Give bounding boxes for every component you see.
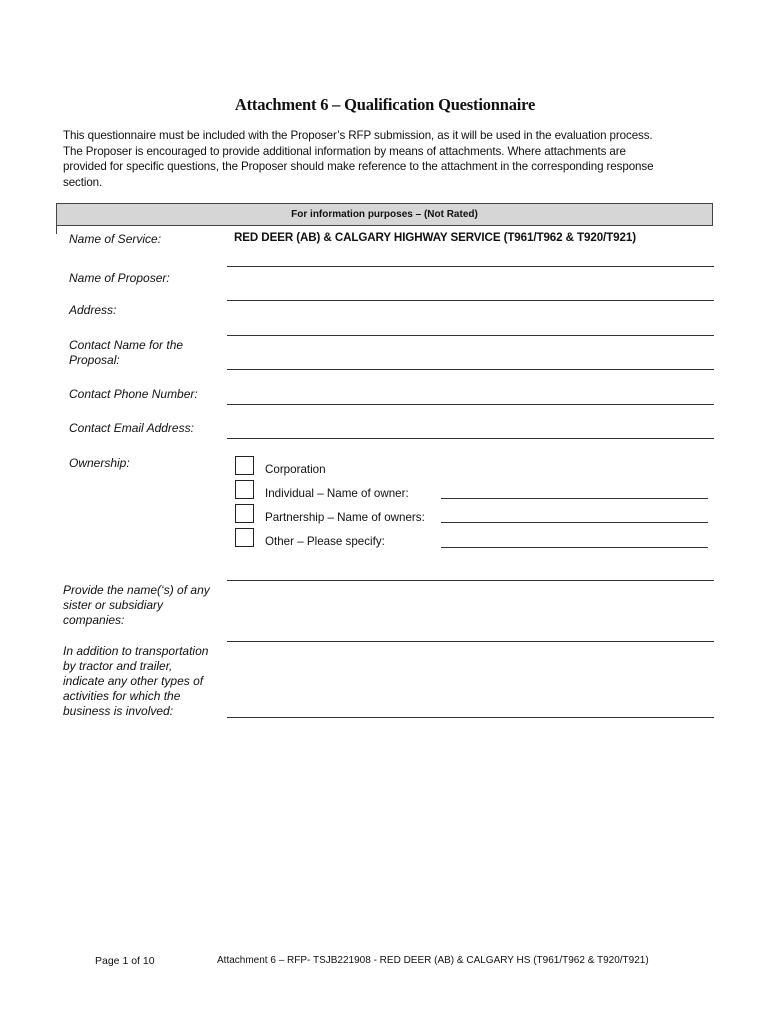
proposer-field-line[interactable] <box>227 300 714 301</box>
intro-line: provided for specific questions, the Proposer should make reference to the attachment in the corresponding response <box>63 160 654 173</box>
activities-label <box>63 644 223 719</box>
activities-label-line: by tractor and trailer, <box>63 659 173 673</box>
address-field-line[interactable] <box>227 335 714 336</box>
email-label: Contact Email Address: <box>69 421 194 435</box>
corporation-option-label: Corporation <box>265 463 326 476</box>
sister-companies-label-line: Provide the name(‘s) of any <box>63 583 210 597</box>
document-title: Attachment 6 – Qualification Questionnaire <box>234 95 536 114</box>
intro-line: This questionnaire must be included with the Proposer’s RFP submission, as it will be used in the evaluation process. <box>63 129 653 142</box>
sister-companies-field-line[interactable] <box>227 641 714 642</box>
partnership-names-line[interactable] <box>441 522 708 523</box>
service-field-line <box>227 266 714 267</box>
corporation-checkbox[interactable] <box>235 456 254 475</box>
contact-name-label-line: Proposal: <box>69 353 120 367</box>
phone-field-line[interactable] <box>227 404 714 405</box>
sister-companies-label-line: companies: <box>63 613 125 627</box>
individual-checkbox[interactable] <box>235 480 254 499</box>
ownership-label: Ownership: <box>69 456 130 470</box>
activities-label-line: business is involved: <box>63 704 174 718</box>
other-specify-line[interactable] <box>441 547 708 548</box>
individual-name-line[interactable] <box>441 498 708 499</box>
intro-line: section. <box>63 175 103 189</box>
activities-label-line: activities for which the <box>63 689 181 703</box>
partnership-option-label: Partnership – Name of owners: <box>265 511 425 524</box>
contact-name-label-line: Contact Name for the <box>69 338 184 352</box>
footer-reference: Attachment 6 – RFP- TSJB221908 - RED DEER (AB) & CALGARY HS (T961/T962 & T920/T921) <box>217 955 649 966</box>
sister-companies-label-line: sister or subsidiary <box>63 598 164 612</box>
info-header-bar: For information purposes – (Not Rated) <box>56 203 713 226</box>
partnership-checkbox[interactable] <box>235 504 254 523</box>
ownership-field-line <box>227 580 714 581</box>
proposer-label: Name of Proposer: <box>69 271 170 285</box>
other-option-label: Other – Please specify: <box>265 535 385 548</box>
contact-name-field-line[interactable] <box>227 369 714 370</box>
email-field-line[interactable] <box>227 438 714 439</box>
intro-paragraph <box>63 128 723 190</box>
activities-field-line[interactable] <box>227 717 714 718</box>
address-label: Address: <box>69 303 117 317</box>
other-checkbox[interactable] <box>235 528 254 547</box>
individual-option-label: Individual – Name of owner: <box>265 487 409 500</box>
page-number: Page 1 of 10 <box>95 955 155 967</box>
contact-name-label <box>69 338 183 368</box>
activities-label-line: indicate any other types of <box>63 674 204 688</box>
table-left-border <box>56 226 57 234</box>
sister-companies-label <box>63 583 223 628</box>
intro-line: The Proposer is encouraged to provide additional information by means of attachments. Where attachments are <box>63 144 626 158</box>
phone-label: Contact Phone Number: <box>69 387 198 401</box>
service-label: Name of Service: <box>69 232 162 246</box>
service-value: RED DEER (AB) & CALGARY HIGHWAY SERVICE (T961/T962 & T920/T921) <box>234 231 636 244</box>
activities-label-line: In addition to transportation <box>63 644 209 658</box>
